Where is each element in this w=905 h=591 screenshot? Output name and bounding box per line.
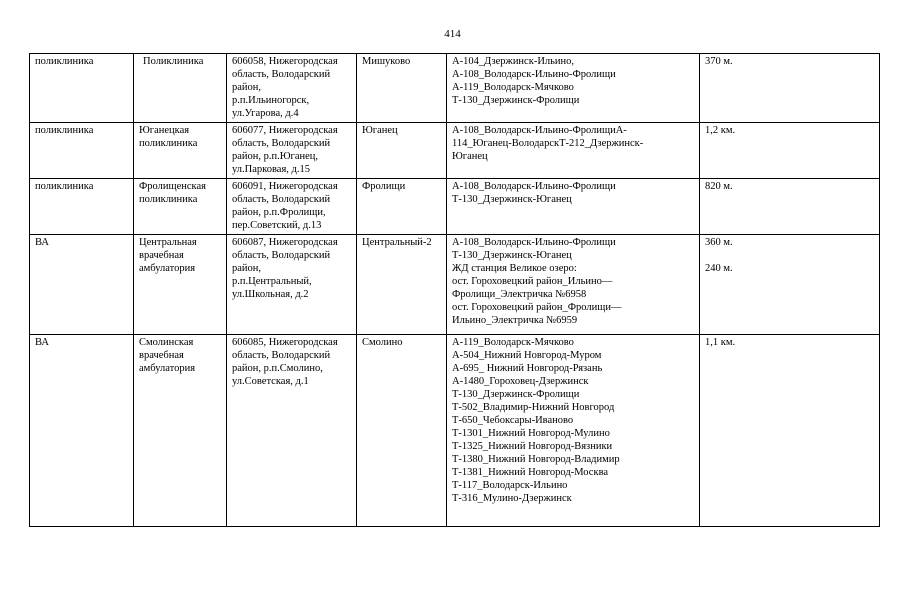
routes-cell — [447, 123, 700, 179]
address-line: район, р.п.Смолино, — [232, 363, 323, 374]
address-line: пер.Советский, д.13 — [232, 220, 322, 231]
facility-type-cell — [30, 335, 134, 527]
facility-name-line: поликлиника — [139, 194, 198, 205]
distance-value: 1,1 км. — [705, 337, 736, 348]
distance-value: 820 м. — [705, 181, 733, 192]
route-line: А-108_Володарск-Ильино-Фролищи — [452, 237, 616, 248]
address-cell — [227, 54, 357, 123]
settlement-cell — [357, 179, 447, 235]
facility-name-line: врачебная — [139, 250, 184, 261]
facility-name-line: Юганецкая — [139, 125, 190, 136]
distance-value: 1,2 км. — [705, 125, 736, 136]
route-line: Т-130_Дзержинск-Фролищи — [452, 389, 580, 400]
facility-name-line: поликлиника — [139, 138, 198, 149]
address-line: ул.Советская, д.1 — [232, 376, 309, 387]
route-line: Т-130_Дзержинск-Фролищи — [452, 95, 580, 106]
settlement-cell — [357, 235, 447, 335]
table-row — [30, 179, 880, 235]
address-line: область, Володарский — [232, 138, 331, 149]
settlement-name: Смолино — [362, 337, 403, 348]
settlement-name: Мишуково — [362, 56, 411, 67]
address-line: 606085, Нижегородская — [232, 337, 338, 348]
page-number: 414 — [444, 28, 461, 40]
route-line: А-108_Володарск-Ильино-Фролищи — [452, 69, 616, 80]
facility-type: поликлиника — [35, 56, 94, 67]
facility-type-cell — [30, 123, 134, 179]
route-line: Т-1380_Нижний Новгород-Владимир — [452, 454, 620, 465]
facility-name-cell — [134, 123, 227, 179]
settlement-name: Юганец — [362, 125, 398, 136]
facility-type-cell — [30, 235, 134, 335]
address-line: область, Володарский — [232, 69, 331, 80]
address-line: область, Володарский — [232, 194, 331, 205]
facility-type: ВА — [35, 237, 49, 248]
address-cell — [227, 123, 357, 179]
distance-value — [705, 249, 875, 262]
table-row — [30, 123, 880, 179]
facilities-table — [29, 53, 880, 527]
address-line: 606087, Нижегородская — [232, 237, 338, 248]
route-line: 114_Юганец-ВолодарскТ-212_Дзержинск- — [452, 138, 644, 149]
address-line: область, Володарский — [232, 250, 331, 261]
address-cell — [227, 335, 357, 527]
address-line: район, р.п.Юганец, — [232, 151, 319, 162]
facility-name-line: Центральная — [139, 237, 197, 248]
route-line: ост. Гороховецкий район_Ильино— — [452, 276, 613, 287]
address-line: р.п.Ильиногорск, — [232, 95, 310, 106]
routes-cell — [447, 335, 700, 527]
settlement-name: Центральный-2 — [362, 237, 432, 248]
distance-value: 370 м. — [705, 56, 733, 67]
route-line: А-119_Володарск-Мячково — [452, 82, 574, 93]
facility-type: ВА — [35, 337, 49, 348]
address-line: ул.Школьная, д.2 — [232, 289, 309, 300]
route-line: А-119_Володарск-Мячково — [452, 337, 574, 348]
route-line: Т-130_Дзержинск-Юганец — [452, 194, 572, 205]
route-line: А-695_ Нижний Новгород-Рязань — [452, 363, 603, 374]
route-line: Фролищи_Электричка №6958 — [452, 289, 587, 300]
address-line: 606091, Нижегородская — [232, 181, 338, 192]
route-line: А-108_Володарск-Ильино-Фролищи — [452, 181, 616, 192]
address-line: р.п.Центральный, — [232, 276, 312, 287]
route-line: Юганец — [452, 151, 488, 162]
address-line: район, р.п.Фролищи, — [232, 207, 326, 218]
facility-name-line: Поликлиника — [143, 56, 204, 67]
distance-cell — [700, 335, 880, 527]
facility-type-cell — [30, 179, 134, 235]
route-line: Т-316_Мулино-Дзержинск — [452, 493, 572, 504]
facility-name-line: Смолинская — [139, 337, 194, 348]
facility-name-line: врачебная — [139, 350, 184, 361]
table-body — [30, 54, 880, 527]
address-line: область, Володарский — [232, 350, 331, 361]
route-line: А-108_Володарск-Ильино-ФролищиА- — [452, 125, 627, 136]
address-line: район, — [232, 263, 262, 274]
routes-cell — [447, 54, 700, 123]
facility-type: поликлиника — [35, 181, 94, 192]
facility-name-cell — [134, 235, 227, 335]
facility-name-line: Фролищенская — [139, 181, 206, 192]
distance-cell — [700, 54, 880, 123]
route-line: А-104_Дзержинск-Ильино, — [452, 56, 575, 67]
settlement-name: Фролищи — [362, 181, 406, 192]
table-row — [30, 335, 880, 527]
address-cell — [227, 235, 357, 335]
settlement-cell — [357, 335, 447, 527]
routes-cell — [447, 235, 700, 335]
distance-cell — [700, 179, 880, 235]
facility-name-line: амбулатория — [139, 363, 196, 374]
route-line: Ильино_Электричка №6959 — [452, 315, 578, 326]
distance-value: 360 м. — [705, 237, 733, 248]
route-line: А-504_Нижний Новгород-Муром — [452, 350, 602, 361]
facility-type-cell — [30, 54, 134, 123]
table-row — [30, 235, 880, 335]
address-line: район, — [232, 82, 262, 93]
table-row — [30, 54, 880, 123]
address-line: 606077, Нижегородская — [232, 125, 338, 136]
address-line: ул.Парковая, д.15 — [232, 164, 310, 175]
address-line: ул.Угарова, д.4 — [232, 108, 299, 119]
route-line: Т-1301_Нижний Новгород-Мулино — [452, 428, 610, 439]
settlement-cell — [357, 123, 447, 179]
address-line: 606058, Нижегородская — [232, 56, 338, 67]
facility-name-cell — [134, 54, 227, 123]
route-line: А-1480_Гороховец-Дзержинск — [452, 376, 589, 387]
route-line: Т-117_Володарск-Ильино — [452, 480, 568, 491]
address-cell — [227, 179, 357, 235]
facility-name-cell — [134, 335, 227, 527]
route-line: Т-1381_Нижний Новгород-Москва — [452, 467, 609, 478]
settlement-cell — [357, 54, 447, 123]
route-line: Т-502_Владимир-Нижний Новгород — [452, 402, 615, 413]
route-line: Т-1325_Нижний Новгород-Вязники — [452, 441, 613, 452]
route-line: Т-650_Чебоксары-Иваново — [452, 415, 574, 426]
distance-cell — [700, 123, 880, 179]
route-line: Т-130_Дзержинск-Юганец — [452, 250, 572, 261]
facility-type: поликлиника — [35, 125, 94, 136]
facility-name-cell — [134, 179, 227, 235]
route-line: ост. Гороховецкий район_Фролищи— — [452, 302, 622, 313]
routes-cell — [447, 179, 700, 235]
distance-value: 240 м. — [705, 263, 733, 274]
route-line: ЖД станция Великое озеро: — [452, 263, 577, 274]
facility-name-line: амбулатория — [139, 263, 196, 274]
distance-cell — [700, 235, 880, 335]
